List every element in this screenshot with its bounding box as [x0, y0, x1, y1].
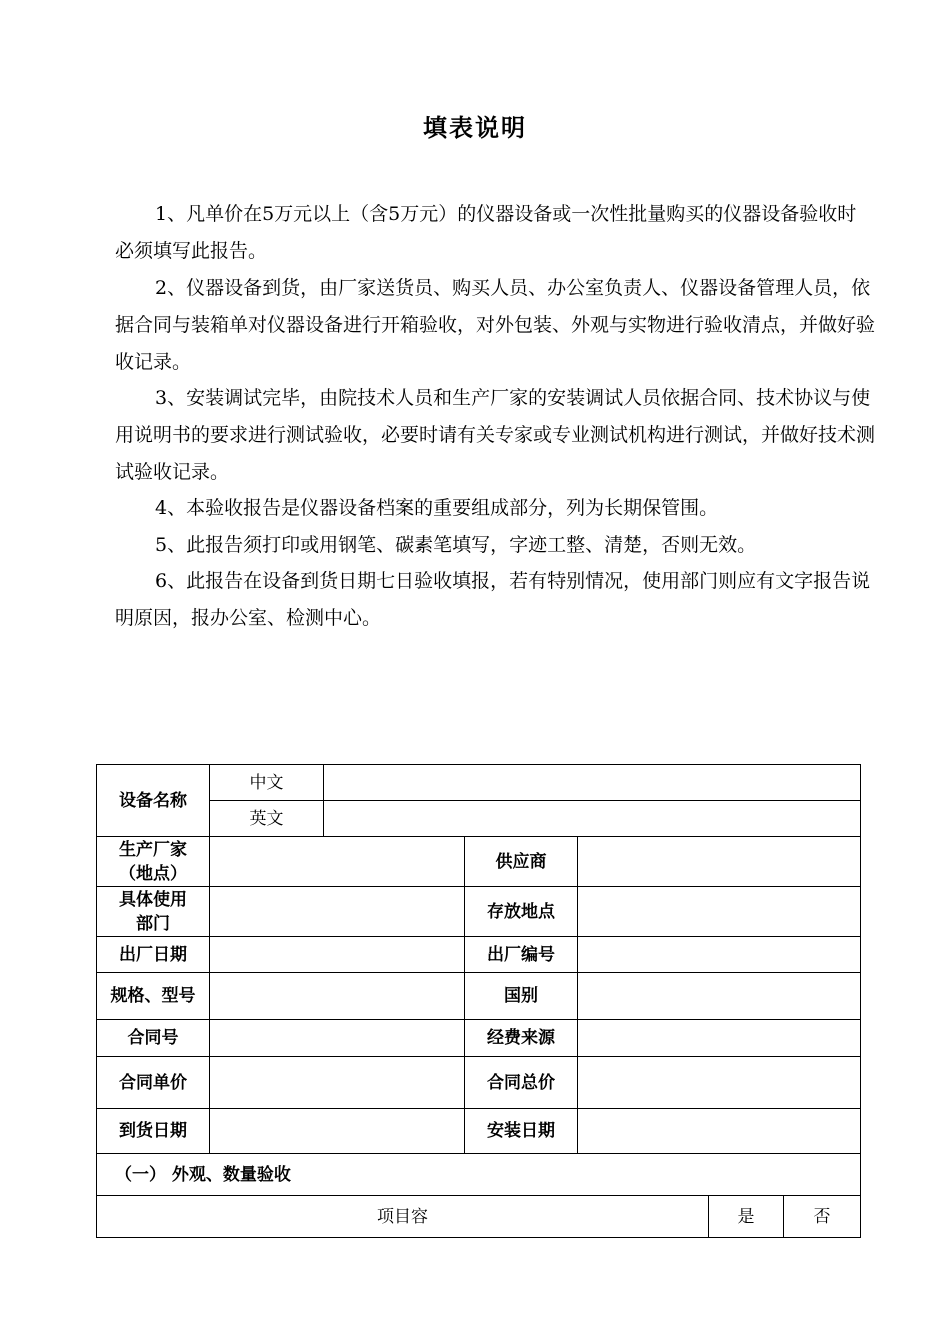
spec-model-value[interactable]: [210, 973, 465, 1020]
funding-source-label: 经费来源: [465, 1020, 578, 1057]
install-date-value[interactable]: [578, 1109, 861, 1154]
arrival-date-value[interactable]: [210, 1109, 465, 1154]
factory-date-value[interactable]: [210, 937, 465, 973]
form-row-name-chinese: [97, 765, 861, 801]
supplier-value[interactable]: [578, 837, 861, 887]
form-row-price: [97, 1057, 861, 1109]
english-name-value[interactable]: [324, 801, 861, 837]
spec-model-label: 规格、型号: [97, 973, 210, 1020]
acceptance-form-table: [96, 764, 861, 1238]
form-row-contract: [97, 1020, 861, 1057]
storage-location-label: 存放地点: [465, 887, 578, 937]
department-label: 具体使用 部门: [97, 887, 210, 937]
form-row-department: [97, 887, 861, 937]
form-row-manufacturer: [97, 837, 861, 887]
country-value[interactable]: [578, 973, 861, 1020]
no-header: 否: [784, 1196, 861, 1238]
page-title: 填表说明: [423, 113, 527, 142]
contract-total-price-label: 合同总价: [465, 1057, 578, 1109]
arrival-date-label: 到货日期: [97, 1109, 210, 1154]
section-title: （一） 外观、数量验收: [97, 1154, 861, 1196]
item-content-header: 项目容: [97, 1196, 709, 1238]
form-row-name-english: [97, 801, 861, 837]
yes-header: 是: [709, 1196, 784, 1238]
contract-no-value[interactable]: [210, 1020, 465, 1057]
english-label: 英文: [210, 801, 324, 837]
instruction-paragraph-2: 2、仪器设备到货，由厂家送货员、购买人员、办公室负责人、仪器设备管理人员，依据合同与装箱单对仪器设备进行开箱验收，对外包装、外观与实物进行验收清点，并做好验收记录。: [115, 277, 876, 373]
funding-source-value[interactable]: [578, 1020, 861, 1057]
manufacturer-label: 生产厂家 （地点）: [97, 837, 210, 887]
factory-date-label: 出厂日期: [97, 937, 210, 973]
install-date-label: 安装日期: [465, 1109, 578, 1154]
form-row-dates: [97, 1109, 861, 1154]
instruction-paragraph-5: 5、此报告须打印或用钢笔、碳素笔填写，字迹工整、清楚，否则无效。: [155, 534, 757, 556]
instruction-paragraph-3: 3、安装调试完毕，由院技术人员和生产厂家的安装调试人员依据合同、技术协议与使用说明书的要求进行测试验收，必要时请有关专家或专业测试机构进行测试，并做好技术测试验收记录。: [115, 387, 876, 483]
instruction-paragraph-6: 6、此报告在设备到货日期七日验收填报，若有特别情况，使用部门则应有文字报告说明原因，报办公室、检测中心。: [115, 570, 871, 629]
contract-unit-price-value[interactable]: [210, 1057, 465, 1109]
contract-total-price-value[interactable]: [578, 1057, 861, 1109]
factory-number-label: 出厂编号: [465, 937, 578, 973]
contract-no-label: 合同号: [97, 1020, 210, 1057]
chinese-label: 中文: [210, 765, 324, 801]
form-row-factory-date: [97, 937, 861, 973]
form-row-section: [97, 1154, 861, 1196]
storage-location-value[interactable]: [578, 887, 861, 937]
country-label: 国别: [465, 973, 578, 1020]
contract-unit-price-label: 合同单价: [97, 1057, 210, 1109]
instruction-paragraph-1: 1、凡单价在5万元以上（含5万元）的仪器设备或一次性批量购买的仪器设备验收时必须填写此报告。: [115, 203, 857, 262]
supplier-label: 供应商: [465, 837, 578, 887]
equipment-name-label: 设备名称: [97, 765, 210, 837]
form-row-spec: [97, 973, 861, 1020]
form-row-check-header: [97, 1196, 861, 1238]
chinese-name-value[interactable]: [324, 765, 861, 801]
manufacturer-value[interactable]: [210, 837, 465, 887]
instruction-paragraph-4: 4、本验收报告是仪器设备档案的重要组成部分，列为长期保管围。: [155, 497, 719, 519]
department-value[interactable]: [210, 887, 465, 937]
factory-number-value[interactable]: [578, 937, 861, 973]
